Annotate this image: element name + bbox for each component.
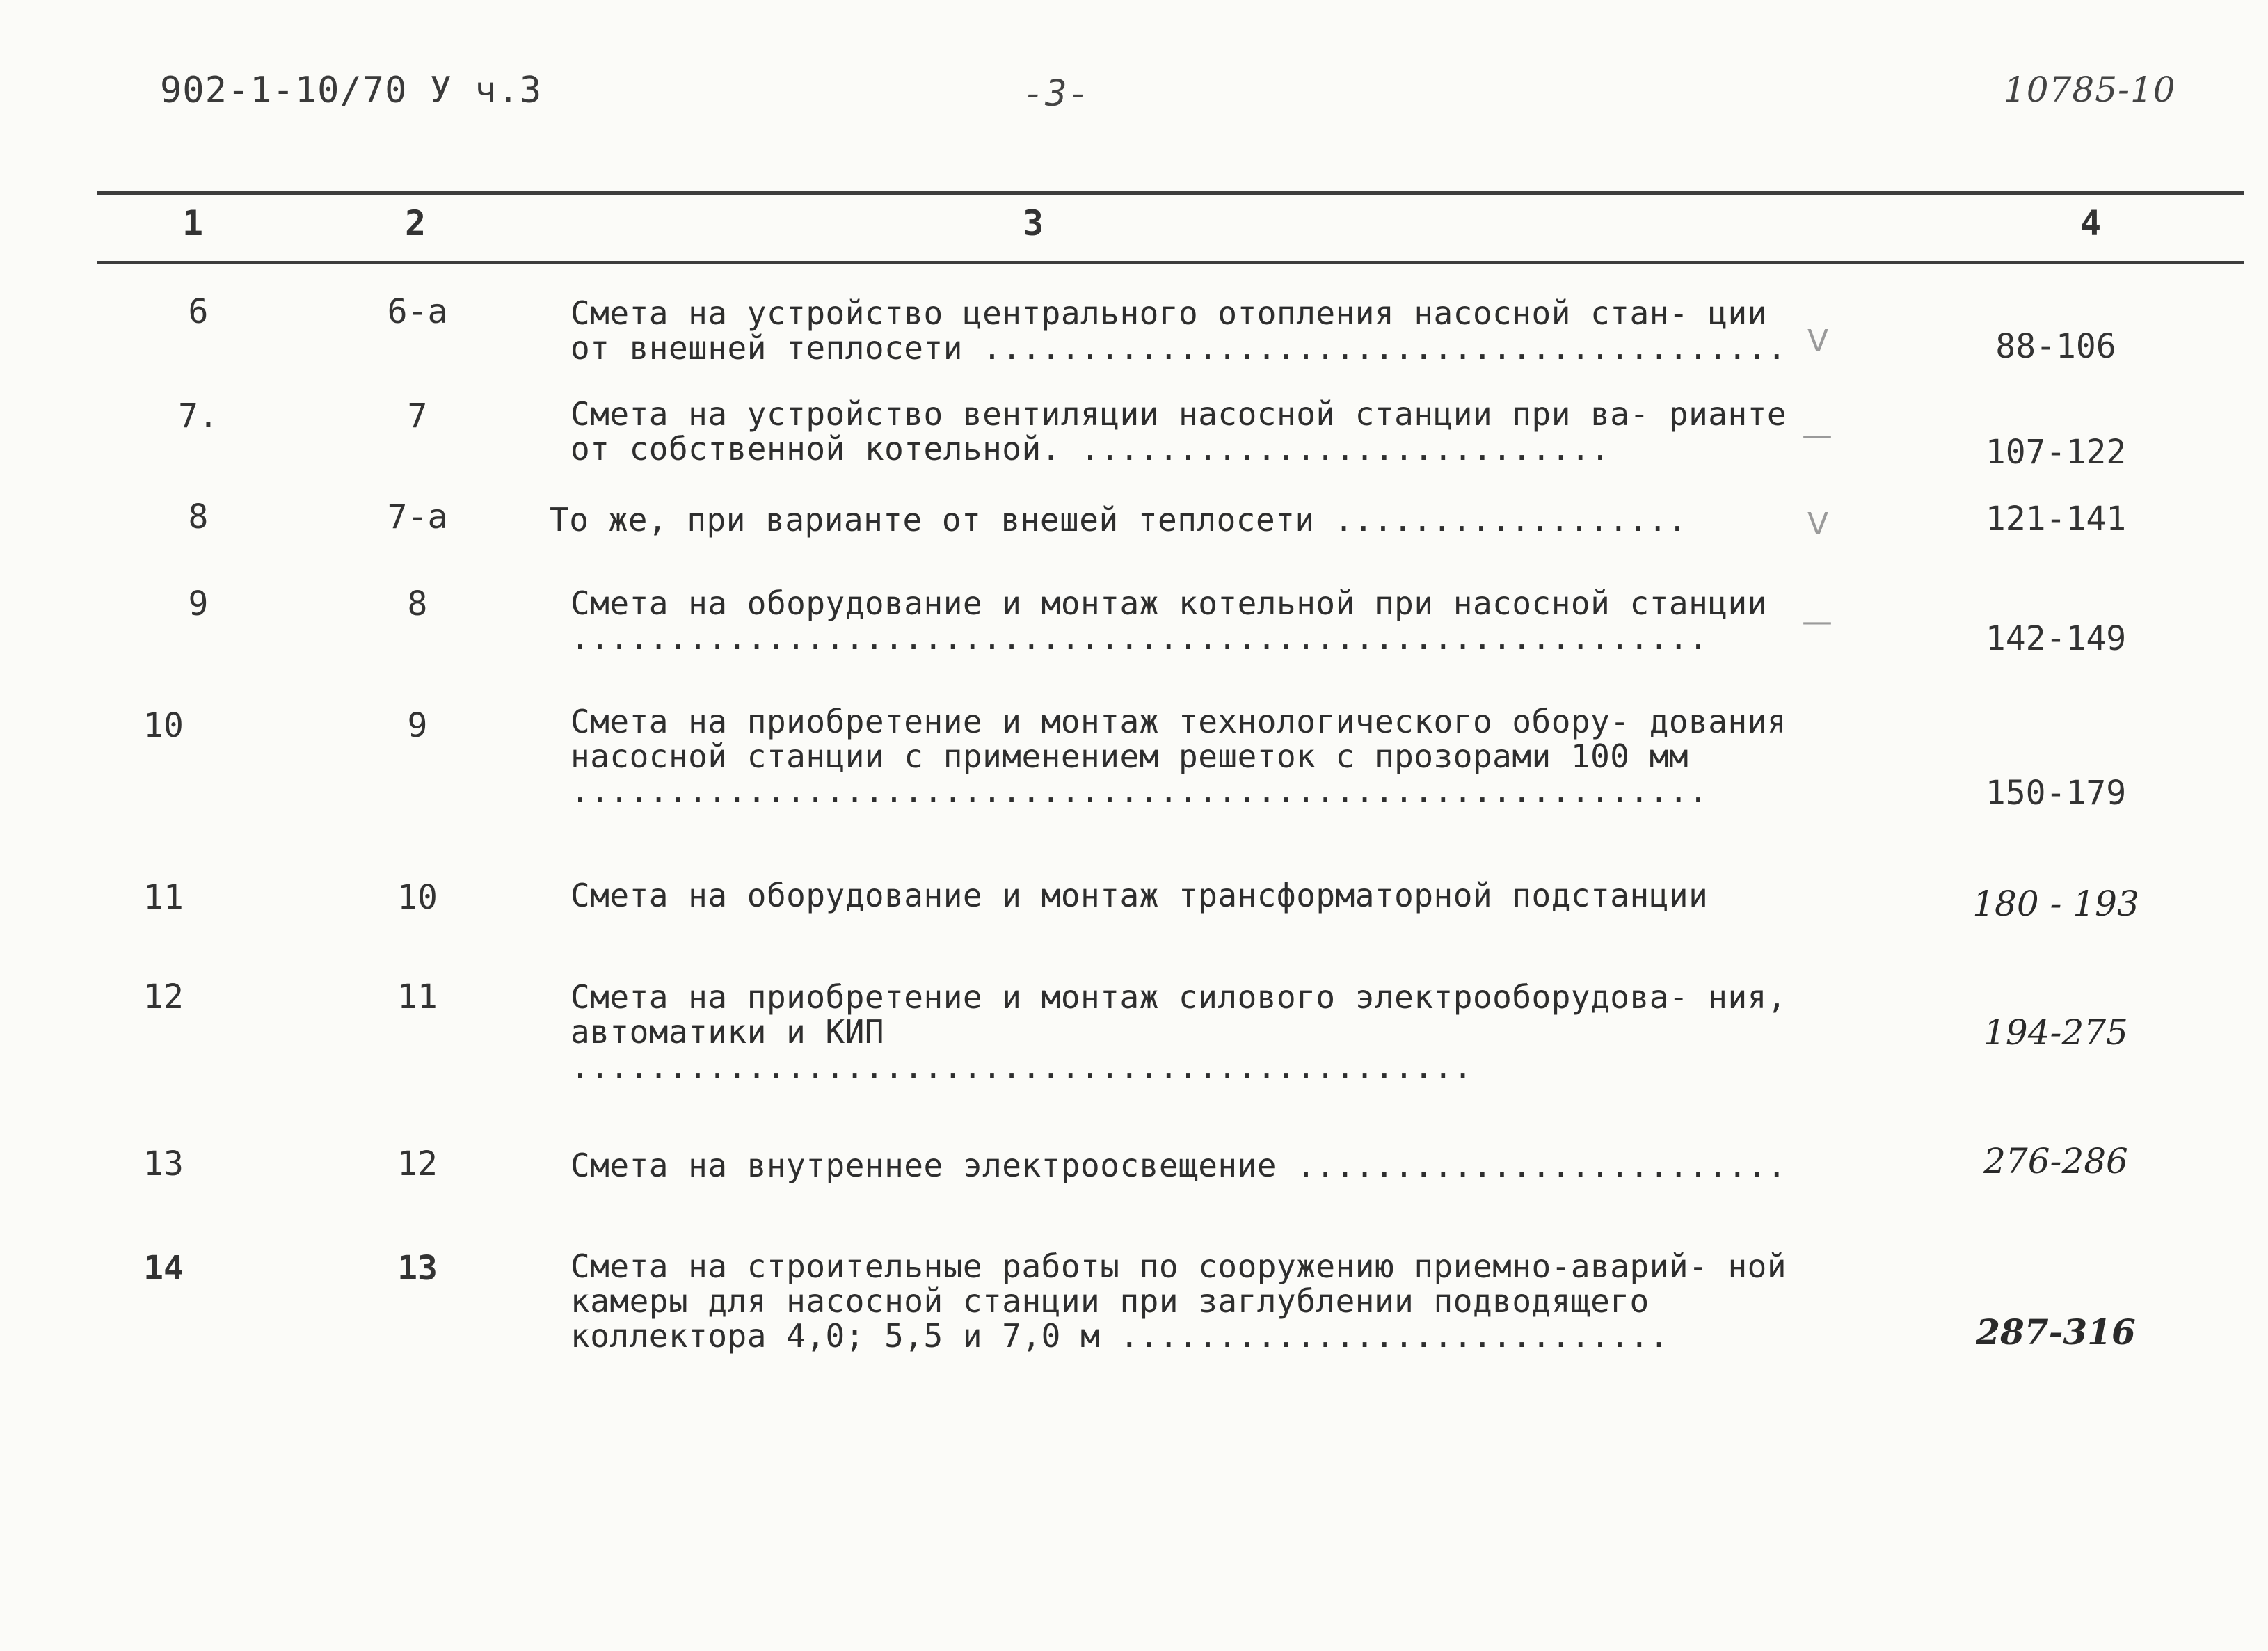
row-sheet: 12 (397, 1144, 438, 1183)
dash-mark: — (1802, 417, 1832, 453)
row-pages: 150-179 (1985, 774, 2127, 813)
row-number: 10 (143, 706, 184, 745)
row-number: 6 (188, 292, 209, 331)
row-pages-handwritten: 287-316 (1976, 1311, 2136, 1353)
row-sheet: 13 (397, 1249, 438, 1288)
row-pages-handwritten: 276-286 (1983, 1141, 2128, 1181)
row-pages: 142-149 (1985, 619, 2127, 658)
page-number: -3- (1023, 73, 1090, 115)
column-header-3: 3 (1023, 203, 1044, 244)
row-number: 13 (143, 1144, 184, 1183)
row-description: Смета на оборудование и монтаж трансформаторной подстанции (570, 877, 1709, 914)
row-number: 11 (143, 878, 184, 917)
table-top-rule (97, 191, 2244, 195)
row-description: Смета на приобретение и монтаж силового электрооборудова- ния, автоматики и КИП .............................................. (570, 978, 1787, 1085)
row-number: 12 (143, 978, 184, 1016)
table-header-rule (97, 261, 2244, 264)
row-description: Смета на внутреннее электроосвещение ......................... (570, 1147, 1787, 1184)
row-sheet: 10 (397, 878, 438, 917)
row-pages: 107-122 (1985, 433, 2127, 472)
row-pages-handwritten: 180 - 193 (1972, 884, 2139, 924)
row-description: То же, при варианте от внешей теплосети .................. (550, 501, 1688, 539)
dash-mark: — (1802, 604, 1832, 639)
row-sheet: 7 (407, 397, 428, 436)
archive-number: 10785-10 (2004, 70, 2176, 110)
check-mark: V (1807, 507, 1829, 542)
row-number: 14 (143, 1249, 184, 1288)
row-pages: 121-141 (1985, 500, 2127, 539)
row-pages: 88-106 (1995, 327, 2116, 366)
row-description: Смета на приобретение и монтаж технологического обору- дования насосной станции с применением решеток с прозорами 100 мм .......................................................... (570, 703, 1787, 810)
row-number: 9 (188, 584, 209, 623)
document-code: 902-1-10/70 У ч.3 (160, 70, 543, 111)
row-sheet: 7-а (387, 497, 448, 536)
row-number: 7. (178, 397, 218, 436)
row-description: Смета на оборудование и монтаж котельной при насосной станции .......................................................... (570, 584, 1767, 657)
row-description: Смета на устройство центрального отопления насосной стан- ции от внешней теплосети ......................................... (570, 294, 1787, 367)
column-header-1: 1 (182, 203, 204, 244)
row-sheet: 9 (407, 706, 428, 745)
column-header-4: 4 (2080, 203, 2102, 244)
check-mark: V (1807, 324, 1829, 359)
row-sheet: 6-а (387, 292, 448, 331)
row-pages-handwritten: 194-275 (1983, 1012, 2128, 1053)
row-description: Смета на устройство вентиляции насосной станции при ва- рианте от собственной котельной. ........................... (570, 395, 1787, 468)
row-sheet: 11 (397, 978, 438, 1016)
row-sheet: 8 (407, 584, 428, 623)
row-number: 8 (188, 497, 209, 536)
column-header-2: 2 (405, 203, 426, 244)
row-description: Смета на строительные работы по сооружению приемно-аварий- ной камеры для насосной станции при заглублении подводящего коллектора 4,0; 5,5 и 7,0 м ............................ (570, 1247, 1787, 1355)
